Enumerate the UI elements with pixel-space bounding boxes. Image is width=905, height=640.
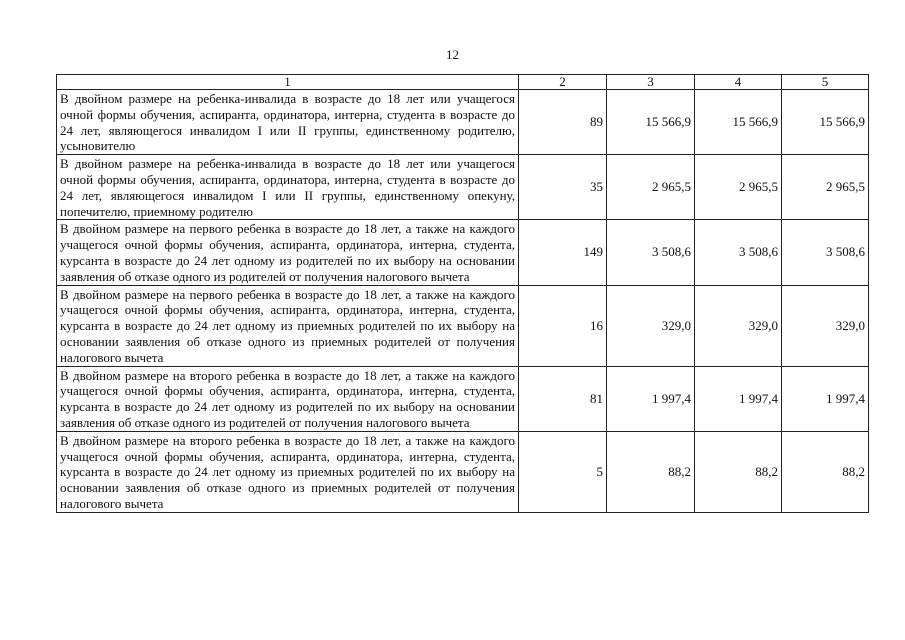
row-description: В двойном размере на второго ребенка в возрасте до 18 лет, а также на каждого учащегося очной формы обучения, аспиранта, ординатора, интерна, студента, курсанта в возрасте до 24 лет одному из приемных родителей по их выбору на основании заявления об отказе одного из приемных родителей от получения налогового вычета <box>57 431 519 512</box>
row-value-4: 15 566,9 <box>695 90 782 155</box>
data-table <box>56 74 869 513</box>
column-header-3: 3 <box>607 75 695 90</box>
table-row <box>57 90 869 155</box>
row-value-5: 88,2 <box>782 431 869 512</box>
row-count: 81 <box>519 366 607 431</box>
row-value-5: 329,0 <box>782 285 869 366</box>
table-row <box>57 431 869 512</box>
row-value-5: 2 965,5 <box>782 155 869 220</box>
row-count: 16 <box>519 285 607 366</box>
row-value-3: 1 997,4 <box>607 366 695 431</box>
row-value-5: 15 566,9 <box>782 90 869 155</box>
row-count: 5 <box>519 431 607 512</box>
row-value-5: 1 997,4 <box>782 366 869 431</box>
table-row <box>57 155 869 220</box>
row-description: В двойном размере на ребенка-инвалида в возрасте до 18 лет или учащегося очной формы обучения, аспиранта, ординатора, интерна, студента в возрасте до 24 лет, являющегося инвалидом I или II группы, единственному опекуну, попечителю, приемному родителю <box>57 155 519 220</box>
header-row <box>57 75 869 90</box>
row-value-3: 3 508,6 <box>607 220 695 285</box>
row-value-4: 88,2 <box>695 431 782 512</box>
row-description: В двойном размере на первого ребенка в возрасте до 18 лет, а также на каждого учащегося очной формы обучения, аспиранта, ординатора, интерна, студента, курсанта в возрасте до 24 лет одному из приемных родителей по их выбору на основании заявления об отказе одного из приемных родителей от получения налогового вычета <box>57 285 519 366</box>
row-description: В двойном размере на ребенка-инвалида в возрасте до 18 лет или учащегося очной формы обучения, аспиранта, ординатора, интерна, студента в возрасте до 24 лет, являющегося инвалидом I или II группы, единственному родителю, усыновителю <box>57 90 519 155</box>
row-value-4: 329,0 <box>695 285 782 366</box>
row-value-3: 88,2 <box>607 431 695 512</box>
row-count: 149 <box>519 220 607 285</box>
row-count: 89 <box>519 90 607 155</box>
column-header-1: 1 <box>57 75 519 90</box>
row-count: 35 <box>519 155 607 220</box>
column-header-2: 2 <box>519 75 607 90</box>
row-description: В двойном размере на первого ребенка в возрасте до 18 лет, а также на каждого учащегося очной формы обучения, аспиранта, ординатора, интерна, студента, курсанта в возрасте до 24 лет одному из родителей по их выбору на основании заявления об отказе одного из родителей от получения налогового вычета <box>57 220 519 285</box>
row-value-4: 2 965,5 <box>695 155 782 220</box>
row-value-3: 329,0 <box>607 285 695 366</box>
row-value-4: 1 997,4 <box>695 366 782 431</box>
row-value-4: 3 508,6 <box>695 220 782 285</box>
row-description: В двойном размере на второго ребенка в возрасте до 18 лет, а также на каждого учащегося очной формы обучения, аспиранта, ординатора, интерна, студента, курсанта в возрасте до 24 лет одному из родителей по их выбору на основании заявления об отказе одного из родителей от получения налогового вычета <box>57 366 519 431</box>
table-row <box>57 220 869 285</box>
table-row <box>57 366 869 431</box>
table-row <box>57 285 869 366</box>
row-value-3: 15 566,9 <box>607 90 695 155</box>
column-header-5: 5 <box>782 75 869 90</box>
row-value-5: 3 508,6 <box>782 220 869 285</box>
page-number: 12 <box>446 47 459 62</box>
row-value-3: 2 965,5 <box>607 155 695 220</box>
column-header-4: 4 <box>695 75 782 90</box>
